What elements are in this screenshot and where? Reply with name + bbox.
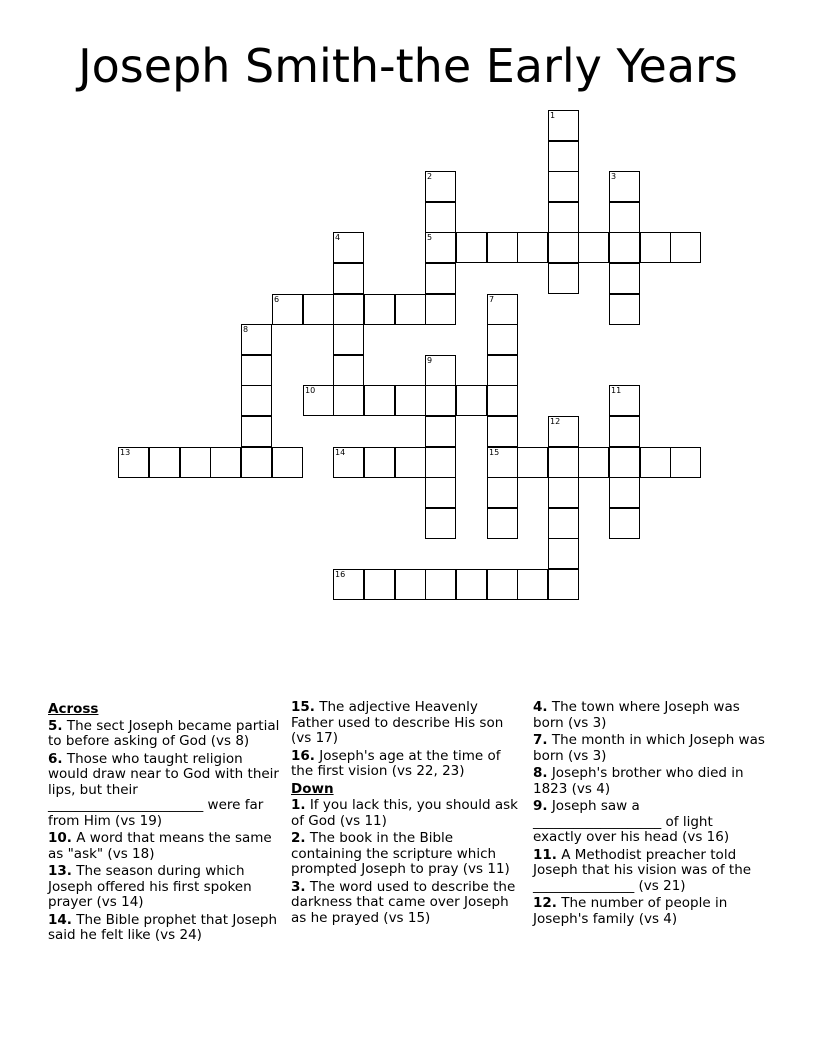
grid-cell[interactable] [487,385,518,416]
grid-cell-1[interactable] [548,110,579,141]
cell-number: 11 [611,386,622,395]
clue-number: 11. [533,846,557,863]
clue-number: 13. [48,863,72,879]
grid-cell[interactable] [578,447,609,478]
grid-cell[interactable] [210,447,241,478]
cell-number: 5 [427,233,433,242]
clue-across-13 [48,864,284,911]
grid-cell[interactable] [333,385,364,416]
clue-down-7 [533,733,765,764]
grid-cell[interactable] [609,294,640,325]
grid-cell[interactable] [487,355,518,386]
grid-cell[interactable] [487,416,518,447]
grid-cell-8[interactable] [241,324,272,355]
clue-text: The season during which Joseph offered his first spoken prayer (vs 14) [48,863,252,910]
grid-cell[interactable] [425,447,456,478]
clue-text: The month in which Joseph was born (vs 3) [533,732,765,764]
across-heading: Across [48,701,99,717]
grid-cell-16[interactable] [333,569,364,600]
grid-cell[interactable] [609,202,640,233]
grid-cell[interactable] [548,141,579,172]
clue-number: 10. [48,830,72,846]
grid-cell[interactable] [487,324,518,355]
clue-across-16 [291,749,523,780]
grid-cell[interactable] [333,294,364,325]
grid-cell[interactable] [395,385,426,416]
clue-down-4 [533,700,765,731]
grid-cell-6[interactable] [272,294,303,325]
grid-cell[interactable] [241,385,272,416]
grid-cell-11[interactable] [609,385,640,416]
grid-cell[interactable] [364,294,395,325]
clue-down-3 [291,880,523,927]
clue-number: 1. [291,797,306,813]
grid-cell[interactable] [548,202,579,233]
cell-number: 1 [550,111,556,120]
grid-cell[interactable] [425,416,456,447]
clue-text: A word that means the same as "ask" (vs 18) [48,830,272,862]
clue-number: 4. [533,699,548,715]
grid-cell-3[interactable] [609,171,640,202]
grid-cell[interactable] [456,232,487,263]
grid-cell-4[interactable] [333,232,364,263]
grid-cell[interactable] [548,263,579,294]
down-heading: Down [291,780,334,797]
grid-cell[interactable] [548,171,579,202]
cell-number: 15 [489,448,500,457]
grid-cell[interactable] [640,232,671,263]
clue-text: The adjective Heavenly Father used to describe His son (vs 17) [291,699,504,746]
grid-cell[interactable] [425,385,456,416]
clue-across-10 [48,831,284,862]
grid-cell[interactable] [609,232,640,263]
clue-down-9 [533,799,765,846]
clue-number: 6. [48,750,63,767]
grid-cell-2[interactable] [425,171,456,202]
clue-number: 15. [291,699,315,715]
grid-cell[interactable] [303,294,334,325]
grid-cell[interactable] [548,477,579,508]
grid-cell[interactable] [425,477,456,508]
cell-number: 9 [427,356,433,365]
clue-down-12 [533,896,765,927]
grid-cell[interactable] [180,447,211,478]
grid-cell[interactable] [487,569,518,600]
cell-number: 16 [335,570,346,579]
grid-cell[interactable] [670,447,701,478]
grid-cell[interactable] [425,202,456,233]
clue-across-6 [48,752,284,830]
clue-down-2 [291,831,523,878]
grid-cell-14[interactable] [333,447,364,478]
clue-number: 14. [48,911,72,928]
clues-column-1 [48,700,284,946]
grid-cell[interactable] [395,447,426,478]
clue-text: Joseph saw a ___________________ of light exactly over his head (vs 16) [533,798,730,845]
clue-across-15 [291,700,523,747]
clue-number: 12. [533,895,557,911]
grid-cell-13[interactable] [118,447,149,478]
grid-cell[interactable] [241,447,272,478]
clues-column-3 [533,700,765,929]
grid-cell[interactable] [425,508,456,539]
grid-cell[interactable] [364,385,395,416]
grid-cell-10[interactable] [303,385,334,416]
grid-cell[interactable] [272,447,303,478]
clue-number: 8. [533,765,548,781]
clue-across-5 [48,719,284,750]
cell-number: 14 [335,448,346,457]
cell-number: 12 [550,417,561,426]
grid-cell[interactable] [548,232,579,263]
grid-cell[interactable] [609,447,640,478]
cell-number: 8 [243,325,249,334]
cell-number: 2 [427,172,433,181]
clue-number: 3. [291,878,306,895]
grid-cell[interactable] [640,447,671,478]
clue-text: A Methodist preacher told Joseph that his vision was of the _______________ (vs 21) [533,846,752,894]
clue-down-1 [291,798,523,829]
clue-text: If you lack this, you should ask of God (vs 11) [291,797,518,829]
clue-text: The word used to describe the darkness that came over Joseph as he prayed (vs 15) [291,878,516,926]
grid-cell[interactable] [456,385,487,416]
clue-number: 7. [533,732,548,748]
grid-cell[interactable] [425,569,456,600]
clues-column-2 [291,700,523,928]
grid-cell[interactable] [548,508,579,539]
grid-cell[interactable] [548,569,579,600]
clue-number: 9. [533,798,548,814]
clue-text: The town where Joseph was born (vs 3) [533,699,740,731]
grid-cell-12[interactable] [548,416,579,447]
cell-number: 6 [274,295,280,304]
clue-down-11 [533,848,765,895]
grid-cell[interactable] [517,569,548,600]
clue-number: 16. [291,747,315,764]
cell-number: 7 [489,295,495,304]
grid-cell[interactable] [609,477,640,508]
clue-number: 5. [48,717,63,734]
clue-text: The sect Joseph became partial to before asking of God (vs 8) [48,717,280,749]
grid-cell[interactable] [333,324,364,355]
clue-text: The book in the Bible containing the scripture which prompted Joseph to pray (vs 11) [291,830,510,877]
grid-cell[interactable] [578,232,609,263]
clue-number: 2. [291,830,306,846]
grid-cell-9[interactable] [425,355,456,386]
grid-cell[interactable] [364,447,395,478]
grid-cell[interactable] [609,508,640,539]
cell-number: 10 [305,386,316,395]
grid-cell-5[interactable] [425,232,456,263]
grid-cell[interactable] [241,355,272,386]
clue-down-8 [533,766,765,797]
grid-cell[interactable] [395,294,426,325]
page-title: Joseph Smith-the Early Years [78,39,738,93]
clue-across-14 [48,913,284,944]
grid-cell[interactable] [456,569,487,600]
grid-cell[interactable] [333,355,364,386]
grid-cell[interactable] [548,538,579,569]
grid-cell[interactable] [517,232,548,263]
grid-cell[interactable] [487,508,518,539]
grid-cell-15[interactable] [487,447,518,478]
grid-cell[interactable] [517,447,548,478]
grid-cell-7[interactable] [487,294,518,325]
cell-number: 3 [611,172,617,181]
cell-number: 13 [120,448,131,457]
grid-cell[interactable] [425,294,456,325]
grid-cell[interactable] [548,447,579,478]
clue-text: Joseph's brother who died in 1823 (vs 4) [533,765,744,797]
grid-cell[interactable] [333,263,364,294]
cell-number: 4 [335,233,341,242]
clue-text: Joseph's age at the time of the first vision (vs 22, 23) [291,747,501,779]
grid-cell[interactable] [609,263,640,294]
grid-cell[interactable] [395,569,426,600]
grid-cell[interactable] [609,416,640,447]
grid-cell[interactable] [425,263,456,294]
grid-cell[interactable] [670,232,701,263]
grid-cell[interactable] [487,477,518,508]
grid-cell[interactable] [149,447,180,478]
clue-text: The Bible prophet that Joseph said he felt like (vs 24) [48,911,278,943]
grid-cell[interactable] [364,569,395,600]
grid-cell[interactable] [241,416,272,447]
clue-text: The number of people in Joseph's family (vs 4) [533,895,728,927]
clue-text: Those who taught religion would draw near to God with their lips, but their _______________________ were far from Him (vs 19) [48,750,279,829]
grid-cell[interactable] [487,232,518,263]
